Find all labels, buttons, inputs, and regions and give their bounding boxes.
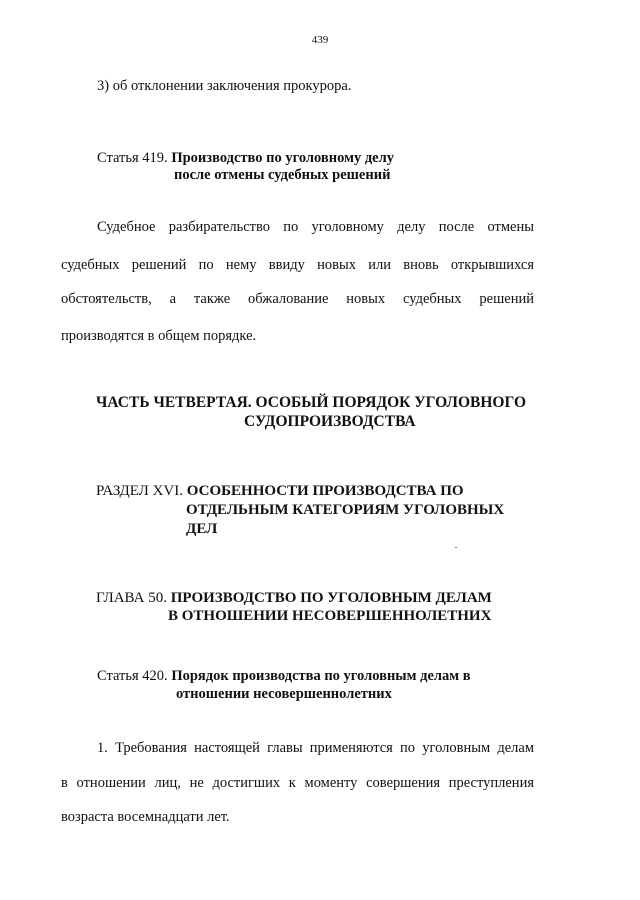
part-four-heading-line1: ЧАСТЬ ЧЕТВЕРТАЯ. ОСОБЫЙ ПОРЯДОК УГОЛОВНОГО	[96, 394, 526, 411]
article-420-title-line2: отношении несовершеннолетних	[176, 686, 392, 702]
chapter-50-label: ГЛАВА 50.	[96, 590, 167, 606]
chapter-50-title-line1: ПРОИЗВОДСТВО ПО УГОЛОВНЫМ ДЕЛАМ	[170, 590, 492, 606]
article-420-label: Статья 420.	[97, 668, 168, 684]
part-four-heading-line2: СУДОПРОИЗВОДСТВА	[244, 413, 416, 430]
article-419-paragraph-line1: Судебное разбирательство по уголовному делу после отмены	[97, 219, 534, 235]
article-420-paragraph-line1: 1. Требования настоящей главы применяются по уголовным делам	[97, 740, 534, 756]
chapter-50-title-line2: В ОТНОШЕНИИ НЕСОВЕРШЕННОЛЕТНИХ	[168, 608, 492, 624]
article-419-title-line1: Производство по уголовному делу	[171, 150, 395, 166]
chapter-50-heading	[96, 589, 492, 607]
article-420-heading	[97, 667, 471, 685]
article-419-paragraph-line3: обстоятельств, а также обжалование новых судебных решений	[61, 291, 534, 307]
scan-speck	[455, 547, 457, 548]
article-420-paragraph-line2: в отношении лиц, не достигших к моменту совершения преступления	[61, 775, 534, 791]
section-16-heading	[96, 482, 464, 500]
article-419-paragraph-line2: судебных решений по нему ввиду новых или вновь открывшихся	[61, 257, 534, 273]
section-16-title-line3: ДЕЛ	[186, 521, 218, 537]
article-420-paragraph-line3: возраста восемнадцати лет.	[61, 809, 230, 825]
section-16-title-line2: ОТДЕЛЬНЫМ КАТЕГОРИЯМ УГОЛОВНЫХ	[186, 502, 505, 518]
article-420-title-line1: Порядок производства по уголовным делам в	[171, 668, 471, 684]
section-16-title-line1: ОСОБЕННОСТИ ПРОИЗВОДСТВА ПО	[186, 483, 464, 499]
article-419-label: Статья 419.	[97, 150, 168, 166]
page-number: 439	[311, 34, 329, 46]
article-419-heading	[97, 149, 394, 167]
article-419-title-line2: после отмены судебных решений	[174, 167, 391, 183]
list-item-3: 3) об отклонении заключения прокурора.	[97, 78, 352, 94]
section-16-label: РАЗДЕЛ XVI.	[96, 483, 184, 499]
article-419-paragraph-line4: производятся в общем порядке.	[61, 328, 257, 344]
